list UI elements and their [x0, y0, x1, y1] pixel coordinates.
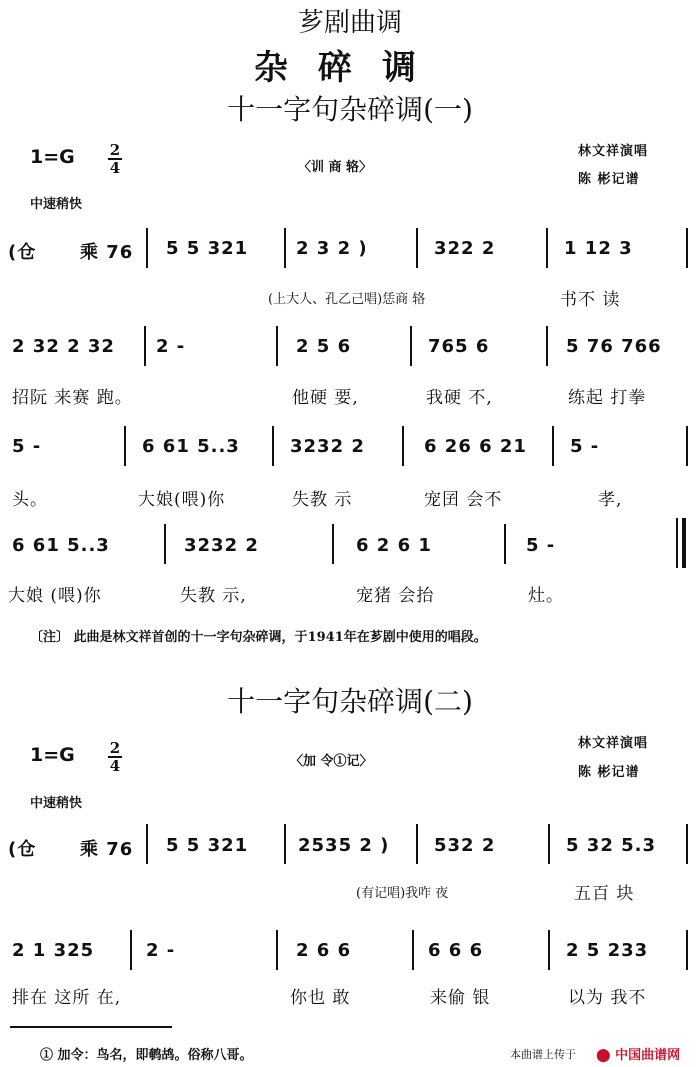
barline [416, 824, 418, 864]
note-segment: 5 76 766 [566, 336, 662, 357]
lyric-segment: 失教 示 [292, 490, 353, 510]
note-segment: 2 5 6 [296, 336, 352, 357]
lyric-segment: 书不 读 [560, 290, 621, 310]
meter-bottom: 4 [109, 159, 121, 177]
barline [284, 824, 286, 864]
note-segment: 6 6 6 [428, 940, 484, 961]
note-segment: 532 2 [434, 835, 496, 856]
lyric-segment: 排在 这所 在, [12, 988, 122, 1008]
barline [416, 228, 418, 268]
note-segment: (仓 [8, 242, 37, 263]
barline [332, 524, 334, 564]
barline [412, 930, 414, 970]
barline [276, 326, 278, 366]
footnote: ① 加令：鸟名，即鹌鸪。俗称八哥。 [40, 1048, 253, 1063]
note-segment: 2 1 325 [12, 940, 95, 961]
note-segment: 1 12 3 [564, 238, 633, 259]
key-signature-2: 1=G [30, 744, 75, 766]
barline [546, 228, 548, 268]
barline [686, 426, 688, 466]
barline [144, 326, 146, 366]
lyric-segment: 宠猪 会抬 [356, 586, 435, 606]
lyric-segment: 孝, [598, 490, 623, 510]
barline [284, 228, 286, 268]
note-segment: 5 - [12, 436, 42, 457]
key-signature-1: 1=G [30, 146, 75, 168]
note-segment: 765 6 [428, 336, 490, 357]
lyric-segment: 来偷 银 [430, 988, 491, 1008]
lyric-segment: 头。 [12, 490, 48, 510]
song-title-2: 十一字句杂碎调(二) [227, 685, 473, 718]
barline [124, 426, 126, 466]
site-name: 中国曲谱网 [615, 1048, 681, 1063]
barline [146, 824, 148, 864]
lyric-segment: (有记唱)我咋 夜 [356, 886, 449, 901]
barline [130, 930, 132, 970]
lyric-line [268, 288, 425, 307]
note-segment: 乘 76 [80, 839, 134, 860]
tempo-marking-1: 中速稍快 [30, 197, 83, 212]
lyric-segment: 招阮 来赛 跑。 [12, 388, 133, 408]
note-segment: 3232 2 [290, 436, 365, 457]
note-segment: 2 - [156, 336, 186, 357]
barline [686, 930, 688, 970]
note-segment: 2 32 2 32 [12, 336, 115, 357]
transcriber-credit-1: 陈 彬记谱 [578, 172, 640, 187]
barline [548, 824, 550, 864]
tempo-marking-2: 中速稍快 [30, 796, 83, 811]
meter-top: 2 [109, 141, 121, 159]
lyric-segment: 我硬 不, [426, 388, 493, 408]
time-signature-2 [108, 740, 122, 774]
lyric-segment: 你也 敢 [290, 988, 351, 1008]
footnote-rule [10, 1026, 172, 1028]
meter-top: 2 [109, 739, 121, 757]
final-barline-thick [682, 518, 686, 568]
note-segment: 5 5 321 [166, 238, 249, 259]
barline [410, 326, 412, 366]
barline [548, 930, 550, 970]
note-segment: 5 - [526, 535, 556, 556]
note-segment: 6 61 5..3 [12, 535, 110, 556]
transcriber-credit-2: 陈 彬记谱 [578, 765, 640, 780]
note-segment: 乘 76 [80, 242, 134, 263]
lyric-segment: 大娘 (喂)你 [8, 586, 102, 606]
logo-mark-icon: ⬤ [596, 1048, 611, 1063]
tune-name-1: 〈训 商 辂〉 [298, 160, 373, 175]
note-segment: 5 5 321 [166, 835, 249, 856]
note-segment: 2 5 233 [566, 940, 649, 961]
note-segment: 6 26 6 21 [424, 436, 527, 457]
site-logo[interactable] [596, 1044, 680, 1063]
note-segment: 2535 2 ) [298, 835, 390, 856]
lyric-segment: 灶。 [528, 586, 564, 606]
barline [402, 426, 404, 466]
barline [686, 824, 688, 864]
lyric-segment: 宠囝 会不 [424, 490, 503, 510]
lyric-segment: 他硬 要, [292, 388, 359, 408]
lyric-segment: 练起 打拳 [568, 388, 647, 408]
barline [164, 524, 166, 564]
barline [146, 228, 148, 268]
lyric-segment: (上大人、孔乙己唱)恁商 辂 [268, 292, 426, 307]
lyric-segment: 以为 我不 [568, 988, 647, 1008]
tune-family-title: 杂碎调 [254, 48, 446, 88]
upload-label: 本曲谱上传于 [510, 1048, 576, 1061]
note-segment: 6 61 5..3 [142, 436, 240, 457]
note-segment: 6 2 6 1 [356, 535, 432, 556]
barline [552, 426, 554, 466]
song-title-1: 十一字句杂碎调(一) [227, 93, 473, 126]
note-segment: 3232 2 [184, 535, 259, 556]
final-barline-thin [676, 518, 678, 568]
meter-bottom: 4 [109, 757, 121, 775]
note-segment: 2 6 6 [296, 940, 352, 961]
note-segment: 322 2 [434, 238, 496, 259]
song-note-1: 〔注〕 此曲是林文祥首创的十一字句杂碎调，于1941年在芗剧中使用的唱段。 [30, 630, 487, 645]
note-segment: 2 - [146, 940, 176, 961]
barline [272, 426, 274, 466]
singer-credit-1: 林文祥演唱 [578, 144, 649, 159]
barline [504, 524, 506, 564]
lyric-segment: 五百 块 [574, 884, 635, 904]
barline [686, 228, 688, 268]
opera-genre-title: 芗剧曲调 [297, 8, 402, 38]
time-signature-1 [108, 142, 122, 176]
note-segment: (仓 [8, 839, 37, 860]
note-segment: 5 - [570, 436, 600, 457]
lyric-segment: 大娘(喂)你 [138, 490, 226, 510]
lyric-segment: 失教 示, [180, 586, 247, 606]
note-segment: 2 3 2 ) [296, 238, 368, 259]
barline [276, 930, 278, 970]
singer-credit-2: 林文祥演唱 [578, 736, 649, 751]
barline [546, 326, 548, 366]
tune-name-2: 〈加 令①记〉 [290, 754, 373, 769]
note-segment: 5 32 5.3 [566, 835, 656, 856]
